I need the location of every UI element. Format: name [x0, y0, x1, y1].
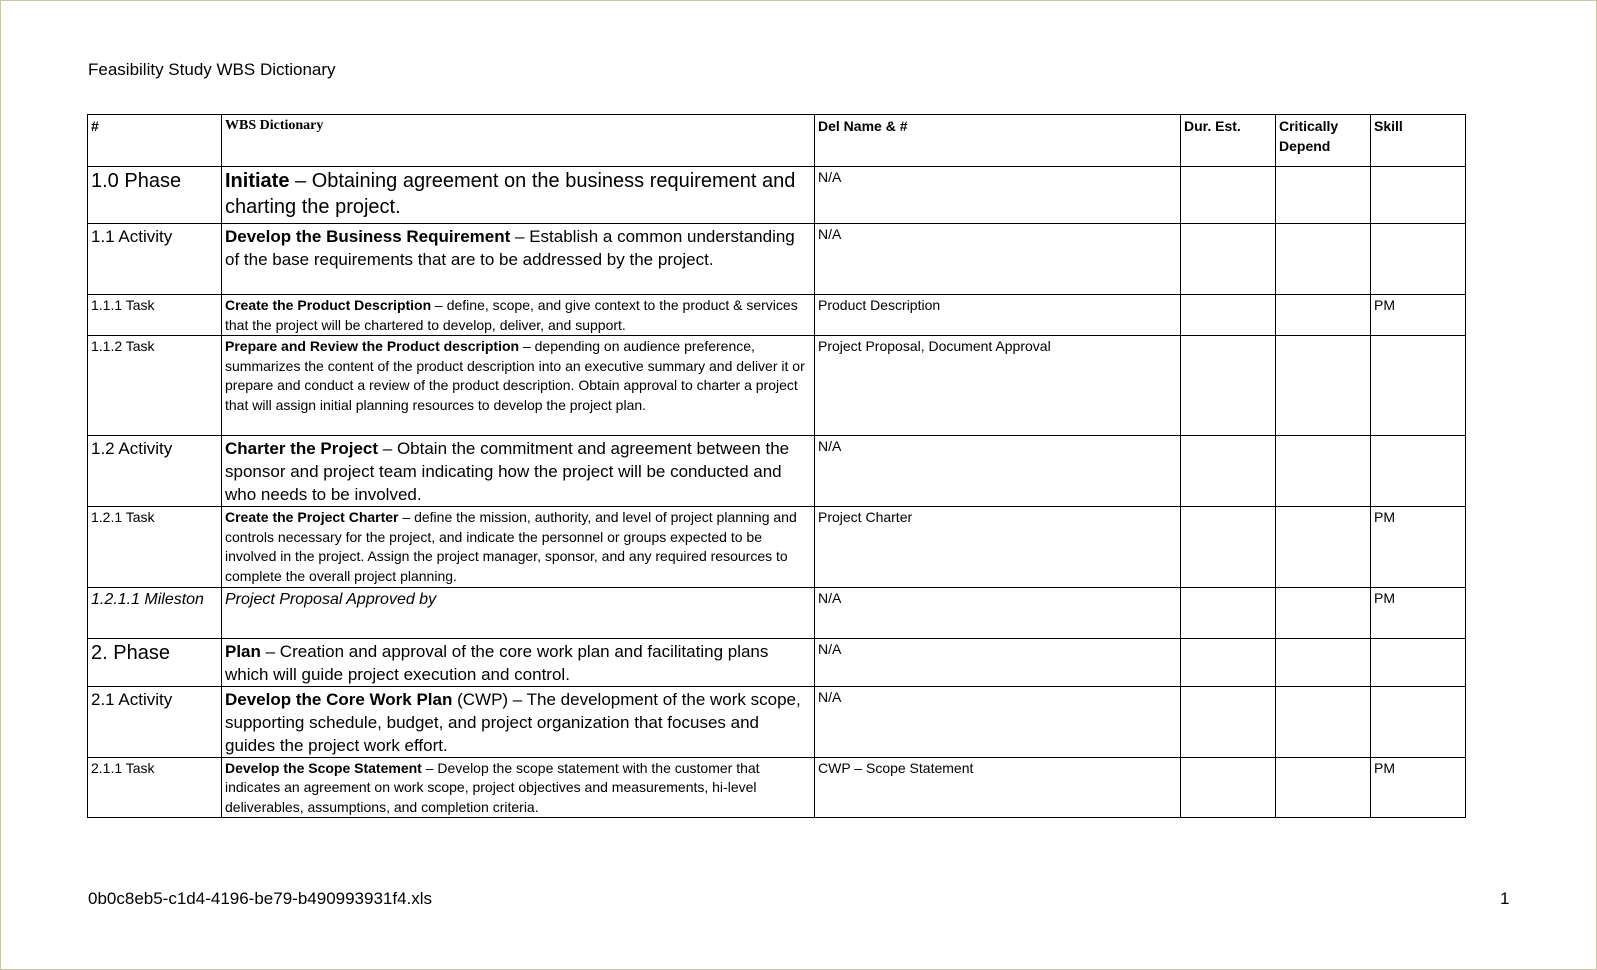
row-text: – Establish a common understanding of the base requirements that are to be addressed by the project. [225, 227, 795, 269]
row-duration [1181, 507, 1276, 587]
row-id: 1.0 Phase [88, 167, 222, 224]
row-title: Charter the Project [225, 439, 379, 459]
row-critically-depend [1276, 436, 1371, 507]
row-duration [1181, 757, 1276, 818]
row-title: Create the Product Description [225, 297, 432, 313]
row-skill: PM [1371, 507, 1466, 587]
header-dur-est: Dur. Est. [1181, 115, 1276, 167]
row-id: 1.1.2 Task [88, 336, 222, 436]
row-text: – Obtain the commitment and agreement between the sponsor and project team indicating how the project will be conducted and who needs to be involved. [225, 439, 790, 505]
row-id: 2.1 Activity [88, 686, 222, 757]
row-critically-depend [1276, 757, 1371, 818]
row-text: – Creation and approval of the core work plan and facilitating plans which will guide project execution and control. [225, 641, 769, 684]
row-text: – define, scope, and give context to the product & services that the project will be chartered to develop, deliver, and support. [225, 297, 798, 333]
row-critically-depend [1276, 587, 1371, 638]
table-row [88, 336, 1466, 436]
row-skill: PM [1371, 295, 1466, 336]
header-id: # [88, 115, 222, 167]
wbs-table [87, 114, 1466, 818]
row-description [222, 587, 815, 638]
row-deliverable: N/A [815, 587, 1181, 638]
header-row [88, 115, 1466, 167]
row-title: Develop the Scope Statement [225, 759, 422, 776]
row-id: 1.1 Activity [88, 224, 222, 295]
row-deliverable: N/A [815, 436, 1181, 507]
row-critically-depend [1276, 507, 1371, 587]
header-critically-depend: Critically Depend [1276, 115, 1371, 167]
row-description [222, 507, 815, 587]
row-critically-depend [1276, 167, 1371, 224]
row-duration [1181, 167, 1276, 224]
row-deliverable: Product Description [815, 295, 1181, 336]
row-skill [1371, 167, 1466, 224]
row-description [222, 336, 815, 436]
row-text: (CWP) – The development of the work scope, supporting schedule, budget, and project organization that focuses and guides the project work effort. [225, 689, 801, 755]
row-title: Develop the Core Work Plan [225, 689, 453, 709]
table-row [88, 436, 1466, 507]
row-description [222, 436, 815, 507]
row-deliverable: N/A [815, 167, 1181, 224]
table-row [88, 638, 1466, 686]
row-critically-depend [1276, 336, 1371, 436]
table-row [88, 757, 1466, 818]
row-skill: PM [1371, 587, 1466, 638]
row-id: 2.1.1 Task [88, 757, 222, 818]
row-text: – Obtaining agreement on the business requirement and charting the project. [225, 170, 796, 218]
header-wbs-dictionary: WBS Dictionary [222, 115, 815, 167]
row-description [222, 757, 815, 818]
row-critically-depend [1276, 686, 1371, 757]
row-title: Plan [225, 641, 261, 661]
row-skill [1371, 336, 1466, 436]
row-description [222, 224, 815, 295]
row-duration [1181, 224, 1276, 295]
row-description [222, 295, 815, 336]
row-id: 1.2 Activity [88, 436, 222, 507]
row-deliverable: Project Charter [815, 507, 1181, 587]
table-row [88, 224, 1466, 295]
row-text: – define the mission, authority, and level of project planning and controls necessary for the project, and indicate the personnel or groups expected to be involved in the project. Assign the project manager, sponsor, and any required resources to complete the overall project planning. [225, 509, 797, 584]
row-skill [1371, 224, 1466, 295]
row-duration [1181, 295, 1276, 336]
row-critically-depend [1276, 638, 1371, 686]
row-description [222, 638, 815, 686]
row-deliverable: N/A [815, 686, 1181, 757]
row-text: – Develop the scope statement with the customer that indicates an agreement on work scope, project objectives and measurements, hi-level deliverables, assumptions, and completion criteria. [225, 759, 760, 815]
row-duration [1181, 436, 1276, 507]
table-row [88, 295, 1466, 336]
row-duration [1181, 638, 1276, 686]
row-id: 2. Phase [88, 638, 222, 686]
row-duration [1181, 587, 1276, 638]
row-deliverable: N/A [815, 224, 1181, 295]
row-critically-depend [1276, 295, 1371, 336]
header-skill: Skill [1371, 115, 1466, 167]
row-deliverable: N/A [815, 638, 1181, 686]
table-row [88, 167, 1466, 224]
row-skill [1371, 436, 1466, 507]
footer-filename: 0b0c8eb5-c1d4-4196-be79-b490993931f4.xls [88, 889, 433, 908]
row-id: 1.2.1.1 Mileston [88, 587, 222, 638]
row-title: Prepare and Review the Product description [225, 338, 520, 355]
row-title: Project Proposal Approved by [225, 590, 437, 608]
row-deliverable: CWP – Scope Statement [815, 757, 1181, 818]
row-critically-depend [1276, 224, 1371, 295]
row-skill [1371, 686, 1466, 757]
row-deliverable: Project Proposal, Document Approval [815, 336, 1181, 436]
row-text: – depending on audience preference, summarizes the content of the product description into an executive summary and deliver it or prepare and conduct a review of the product description. Obtain approval to charter a project that will assign initial planning resources to develop the project plan. [225, 338, 805, 413]
document-title: Feasibility Study WBS Dictionary [88, 60, 336, 79]
row-skill [1371, 638, 1466, 686]
table-row [88, 686, 1466, 757]
header-del-name: Del Name & # [815, 115, 1181, 167]
row-skill: PM [1371, 757, 1466, 818]
row-duration [1181, 686, 1276, 757]
row-title: Create the Project Charter [225, 509, 399, 526]
table-row [88, 587, 1466, 638]
row-description [222, 167, 815, 224]
row-description [222, 686, 815, 757]
table-row [88, 507, 1466, 587]
footer-page-number: 1 [1500, 889, 1510, 908]
row-title: Initiate [225, 170, 290, 192]
row-title: Develop the Business Requirement [225, 227, 511, 246]
row-id: 1.2.1 Task [88, 507, 222, 587]
row-duration [1181, 336, 1276, 436]
row-id: 1.1.1 Task [88, 295, 222, 336]
